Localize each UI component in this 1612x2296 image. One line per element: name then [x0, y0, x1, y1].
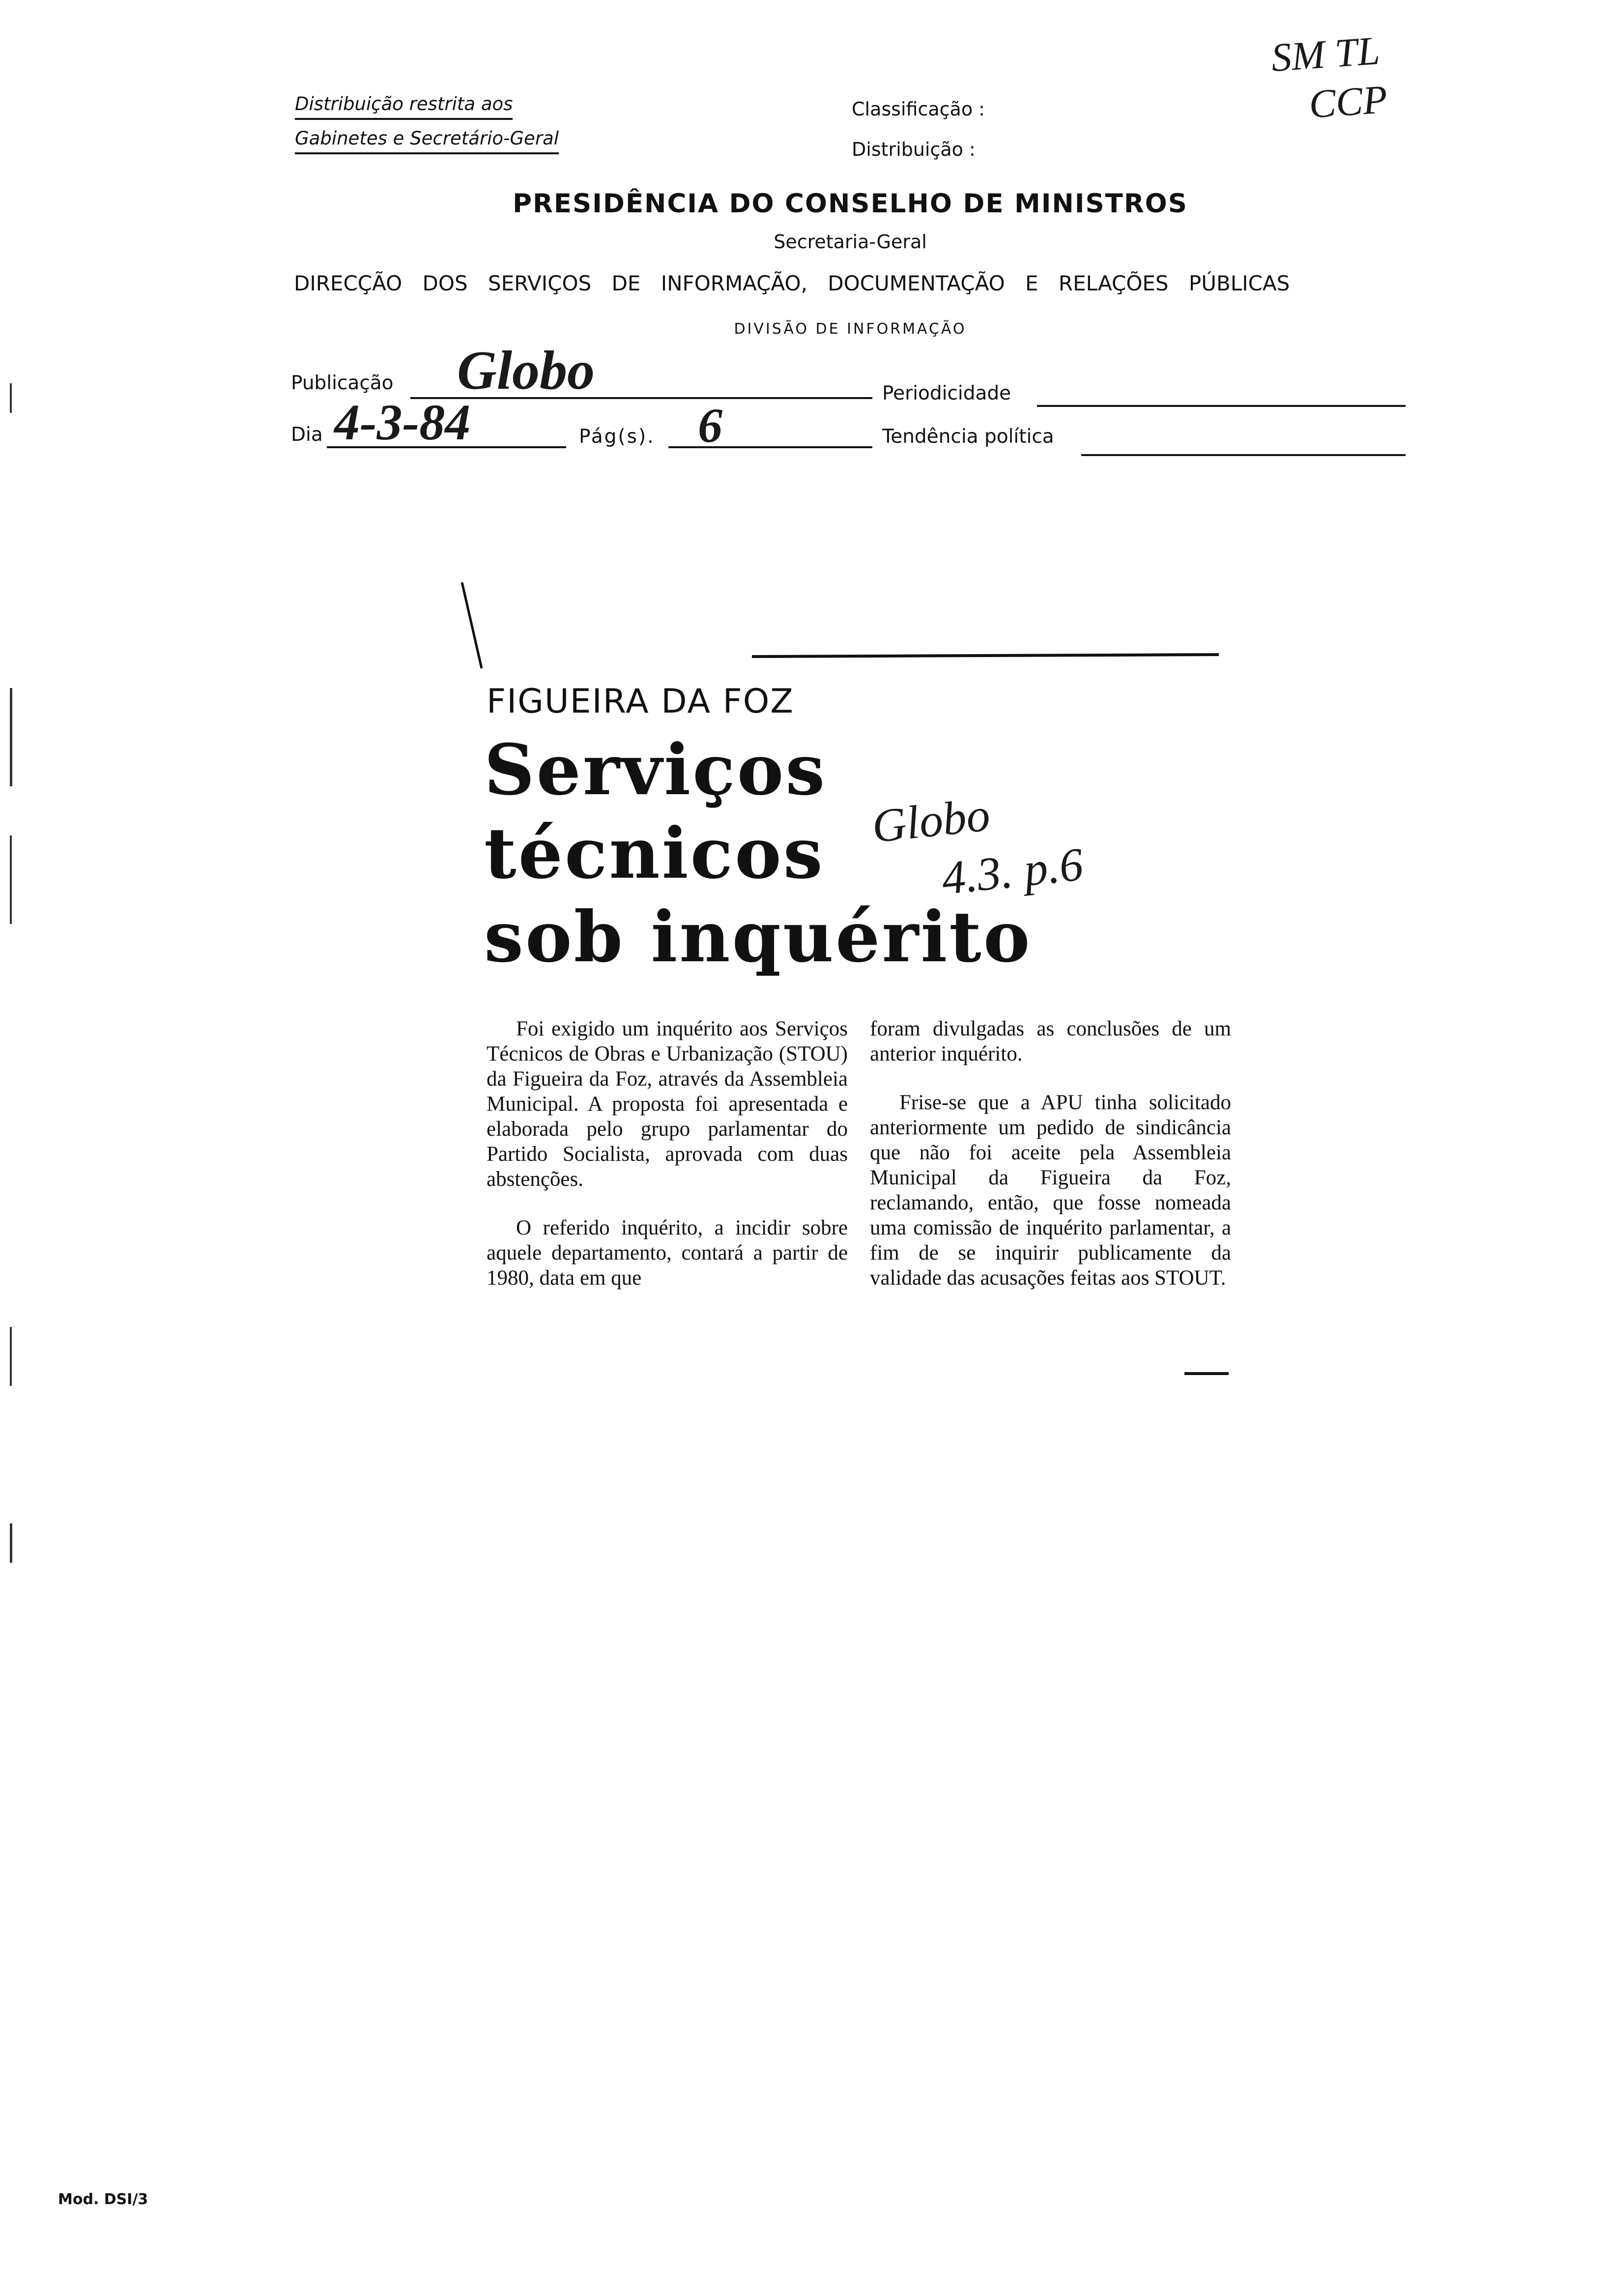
page-title: PRESIDÊNCIA DO CONSELHO DE MINISTROS — [513, 189, 1188, 219]
distribution-line-1: Distribuição restrita aos — [295, 92, 513, 120]
corner-note-line-1: SM TL — [1269, 28, 1382, 81]
margin-ref-line-1: Globo — [869, 788, 993, 853]
tendencia-underline — [1081, 454, 1406, 456]
division-label: DIVISÃO DE INFORMAÇÃO — [734, 320, 967, 338]
clip-slash-mark — [462, 582, 482, 668]
scan-edge-mark — [10, 1523, 12, 1563]
page-subtitle: Secretaria-Geral — [774, 231, 927, 253]
distribuicao-label: Distribuição : — [852, 139, 976, 160]
distribution-line-2: Gabinetes e Secretário-Geral — [295, 127, 559, 154]
publicacao-label: Publicação — [291, 372, 394, 394]
article-paragraph: Frise-se que a APU tinha solicitado anteriormente um pedido de sindicância que não foi aceite pela Assembleia Municipal da Figueira da Foz, reclamando, então, que fosse nomeada uma comissão de inquérito parlamentar, a fim de se inquirir publicamente da validade das acusações feitas aos STOUT. — [870, 1091, 1231, 1290]
headline-line-3: sob inquérito — [484, 896, 1032, 978]
clip-top-rule — [752, 655, 1219, 657]
scan-edge-mark — [10, 688, 12, 786]
classificacao-label: Classificação : — [852, 98, 985, 120]
scan-edge-mark — [10, 383, 12, 413]
article-column-2 — [870, 1016, 1231, 1314]
publicacao-value: Globo — [457, 340, 595, 401]
article-paragraph: Foi exigido um inquérito aos Serviços Técnicos de Obras e Urbanização (STOU) da Figueira da Foz, através da Assembleia Municipal. A proposta foi apresentada e elaborada pelo grupo parlamentar do Partido Socialista, aprovada com duas abstenções. — [487, 1017, 848, 1191]
article-column-1 — [487, 1016, 848, 1314]
tendencia-label: Tendência política — [882, 426, 1054, 448]
scan-edge-mark — [10, 835, 12, 924]
scan-edge-mark — [10, 1327, 12, 1386]
handwritten-margin-reference — [869, 776, 1086, 915]
headline-line-1: Serviços — [484, 729, 827, 811]
article-kicker: FIGUEIRA DA FOZ — [487, 682, 794, 721]
headline-line-2: técnicos — [484, 813, 825, 894]
handwritten-corner-note — [1269, 26, 1389, 132]
pags-value: 6 — [698, 398, 722, 453]
form-code: Mod. DSI/3 — [58, 2191, 148, 2208]
dia-value: 4-3-84 — [334, 394, 471, 451]
article-paragraph: O referido inquérito, a incidir sobre aquele departamento, contará a partir de 1980, data em que — [487, 1216, 848, 1290]
margin-ref-line-2: 4.3. p.6 — [939, 837, 1086, 905]
distribution-note — [295, 92, 559, 154]
periodicidade-underline — [1037, 405, 1406, 407]
article-paragraph: foram divulgadas as conclusões de um anterior inquérito. — [870, 1017, 1231, 1065]
direction-line: DIRECÇÃO DOS SERVIÇOS DE INFORMAÇÃO, DOCUMENTAÇÃO E RELAÇÕES PÚBLICAS — [294, 271, 1290, 295]
dia-label: Dia — [291, 424, 323, 446]
periodicidade-label: Periodicidade — [882, 382, 1011, 404]
corner-note-line-2: CCP — [1307, 76, 1389, 127]
pags-label: Pág(s). — [579, 426, 655, 448]
